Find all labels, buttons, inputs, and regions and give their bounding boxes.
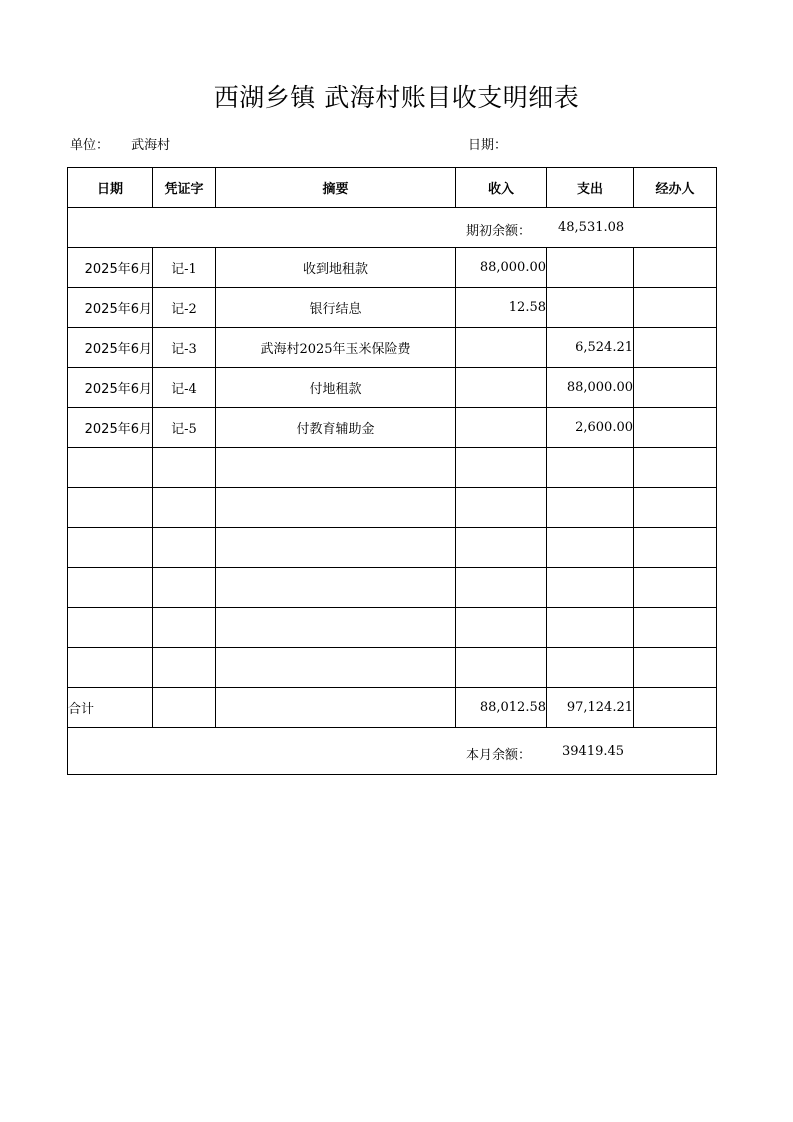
cell-income <box>456 328 547 368</box>
cell-expense <box>547 288 634 328</box>
cell-expense: 88,000.00 <box>547 368 634 408</box>
header-income: 收入 <box>456 168 547 208</box>
cell-date: 2025年6月 <box>68 248 153 288</box>
table-row <box>68 368 717 408</box>
cell-date: 2025年6月 <box>68 368 153 408</box>
empty-row <box>68 448 717 488</box>
header-date: 日期 <box>68 168 153 208</box>
empty-row <box>68 528 717 568</box>
opening-balance-label: 期初余额： <box>466 224 532 239</box>
unit-info <box>70 134 170 153</box>
cell-income: 12.58 <box>456 288 547 328</box>
cell-handler <box>634 248 717 288</box>
table-row <box>68 328 717 368</box>
cell-handler <box>634 408 717 448</box>
cell-summary: 武海村2025年玉米保险费 <box>216 328 456 368</box>
opening-balance-value: 48,531.08 <box>558 220 625 235</box>
unit-value: 武海村 <box>131 138 171 153</box>
cell-summary: 收到地租款 <box>216 248 456 288</box>
cell-expense: 6,524.21 <box>547 328 634 368</box>
cell-summary: 付教育辅助金 <box>216 408 456 448</box>
cell-handler <box>634 368 717 408</box>
date-info <box>468 134 507 153</box>
table-row <box>68 408 717 448</box>
date-label: 日期： <box>468 138 508 153</box>
cell-income: 88,000.00 <box>456 248 547 288</box>
header-row <box>68 168 717 208</box>
header-handler: 经办人 <box>634 168 717 208</box>
empty-row <box>68 608 717 648</box>
cell-income <box>456 408 547 448</box>
cell-voucher: 记-2 <box>153 288 216 328</box>
header-expense: 支出 <box>547 168 634 208</box>
total-income: 88,012.58 <box>456 688 547 728</box>
ledger-table <box>67 167 717 775</box>
empty-row <box>68 648 717 688</box>
cell-handler <box>634 288 717 328</box>
empty-row <box>68 568 717 608</box>
unit-label: 单位： <box>70 138 110 153</box>
closing-balance-label: 本月余额： <box>466 748 532 763</box>
table-row <box>68 288 717 328</box>
cell-expense: 2,600.00 <box>547 408 634 448</box>
cell-voucher: 记-4 <box>153 368 216 408</box>
closing-balance-value: 39419.45 <box>562 744 625 759</box>
total-expense: 97,124.21 <box>547 688 634 728</box>
cell-handler <box>634 328 717 368</box>
cell-expense <box>547 248 634 288</box>
header-summary: 摘要 <box>216 168 456 208</box>
opening-balance-row <box>68 208 717 248</box>
cell-income <box>456 368 547 408</box>
cell-date: 2025年6月 <box>68 288 153 328</box>
cell-voucher: 记-1 <box>153 248 216 288</box>
cell-voucher: 记-3 <box>153 328 216 368</box>
total-label: 合计 <box>68 688 153 728</box>
page-title: 西湖乡镇 武海村账目收支明细表 <box>213 83 580 112</box>
cell-summary: 付地租款 <box>216 368 456 408</box>
empty-row <box>68 488 717 528</box>
table-row <box>68 248 717 288</box>
cell-summary: 银行结息 <box>216 288 456 328</box>
cell-date: 2025年6月 <box>68 328 153 368</box>
closing-balance-row <box>68 728 717 775</box>
header-voucher: 凭证字 <box>153 168 216 208</box>
total-row <box>68 688 717 728</box>
cell-voucher: 记-5 <box>153 408 216 448</box>
cell-date: 2025年6月 <box>68 408 153 448</box>
